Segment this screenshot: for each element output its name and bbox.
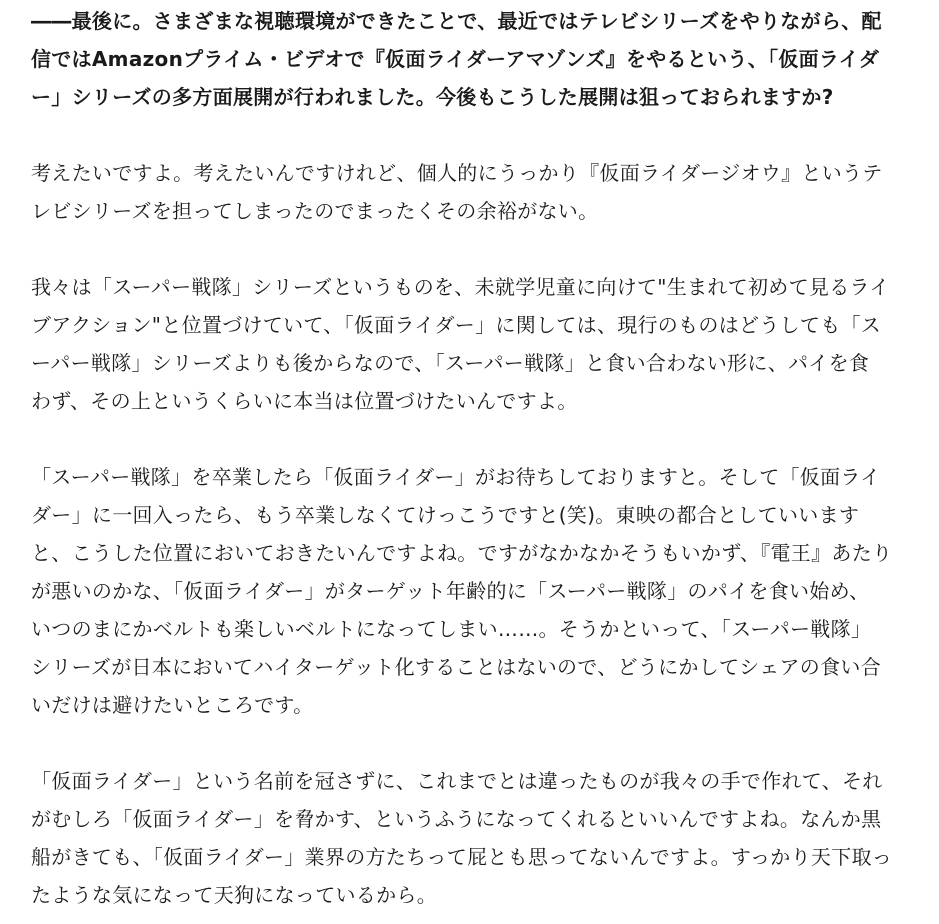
question-line: ー」シリーズの多方面展開が行われました。今後もこうした展開は狙っておられますか? (31, 85, 834, 109)
paragraph-spacer (31, 724, 916, 762)
answer-line: ダー」に一回入ったら、もう卒業しなくてけっこうですと(笑)。東映の都合としていいます (31, 503, 860, 527)
answer-line: 「仮面ライダー」という名前を冠さずに、これまでとは違ったものが我々の手で作れて、それ (31, 769, 883, 793)
answer-paragraph-1 (31, 154, 916, 230)
answer-line: いだけは避けたいところです。 (31, 693, 314, 717)
answer-line: がむしろ「仮面ライダー」を脅かす、というふうになってくれるといいんですよね。なんか黒 (31, 807, 882, 831)
answer-line: レビシリーズを担ってしまったのでまったくその余裕がない。 (31, 199, 599, 223)
answer-line: たような気になって天狗になっているから。 (31, 883, 437, 907)
answer-paragraph-4 (31, 762, 916, 914)
paragraph-spacer (31, 116, 916, 154)
answer-line: わず、その上というくらいに本当は位置づけたいんですよ。 (31, 389, 578, 413)
answer-line: いつのまにかベルトも楽しいベルトになってしまい……。そうかといって、「スーパー戦隊」 (31, 617, 872, 641)
paragraph-spacer (31, 230, 916, 268)
interview-article (31, 0, 916, 914)
answer-line: シリーズが日本においてハイターゲット化することはないので、どうにかしてシェアの食い合 (31, 655, 881, 679)
paragraph-spacer (31, 420, 916, 458)
answer-line: と、こうした位置においておきたいんですよね。ですがなかなかそうもいかず、『電王』あたり (31, 541, 893, 565)
question-line: ――最後に。さまざまな視聴環境ができたことで、最近ではテレビシリーズをやりながら、配 (31, 9, 882, 33)
answer-line: 「スーパー戦隊」を卒業したら「仮面ライダー」がお待ちしておりますと。そして「仮面ライ (31, 465, 881, 489)
answer-paragraph-2 (31, 268, 916, 420)
answer-line: ーパー戦隊」シリーズよりも後からなので、「スーパー戦隊」と食い合わない形に、パイを食 (31, 351, 870, 375)
interview-question (31, 0, 916, 116)
question-line: 信ではAmazonプライム・ビデオで『仮面ライダーアマゾンズ』をやるという、「仮面ライダ (31, 47, 880, 71)
answer-line: 考えたいですよ。考えたいんですけれど、個人的にうっかり『仮面ライダージオウ』というテ (31, 161, 883, 185)
answer-line: ブアクション"と位置づけていて、「仮面ライダー」に関しては、現行のものはどうしても「ス (31, 313, 882, 337)
answer-line: 船がきても、「仮面ライダー」業界の方たちって屁とも思ってないんですよ。すっかり天下取っ (31, 845, 893, 869)
answer-line: が悪いのかな、「仮面ライダー」がターゲット年齢的に「スーパー戦隊」のパイを食い始め、 (31, 579, 870, 603)
answer-paragraph-3 (31, 458, 916, 724)
answer-line: 我々は「スーパー戦隊」シリーズというものを、未就学児童に向けて"生まれて初めて見るライ (31, 275, 890, 299)
